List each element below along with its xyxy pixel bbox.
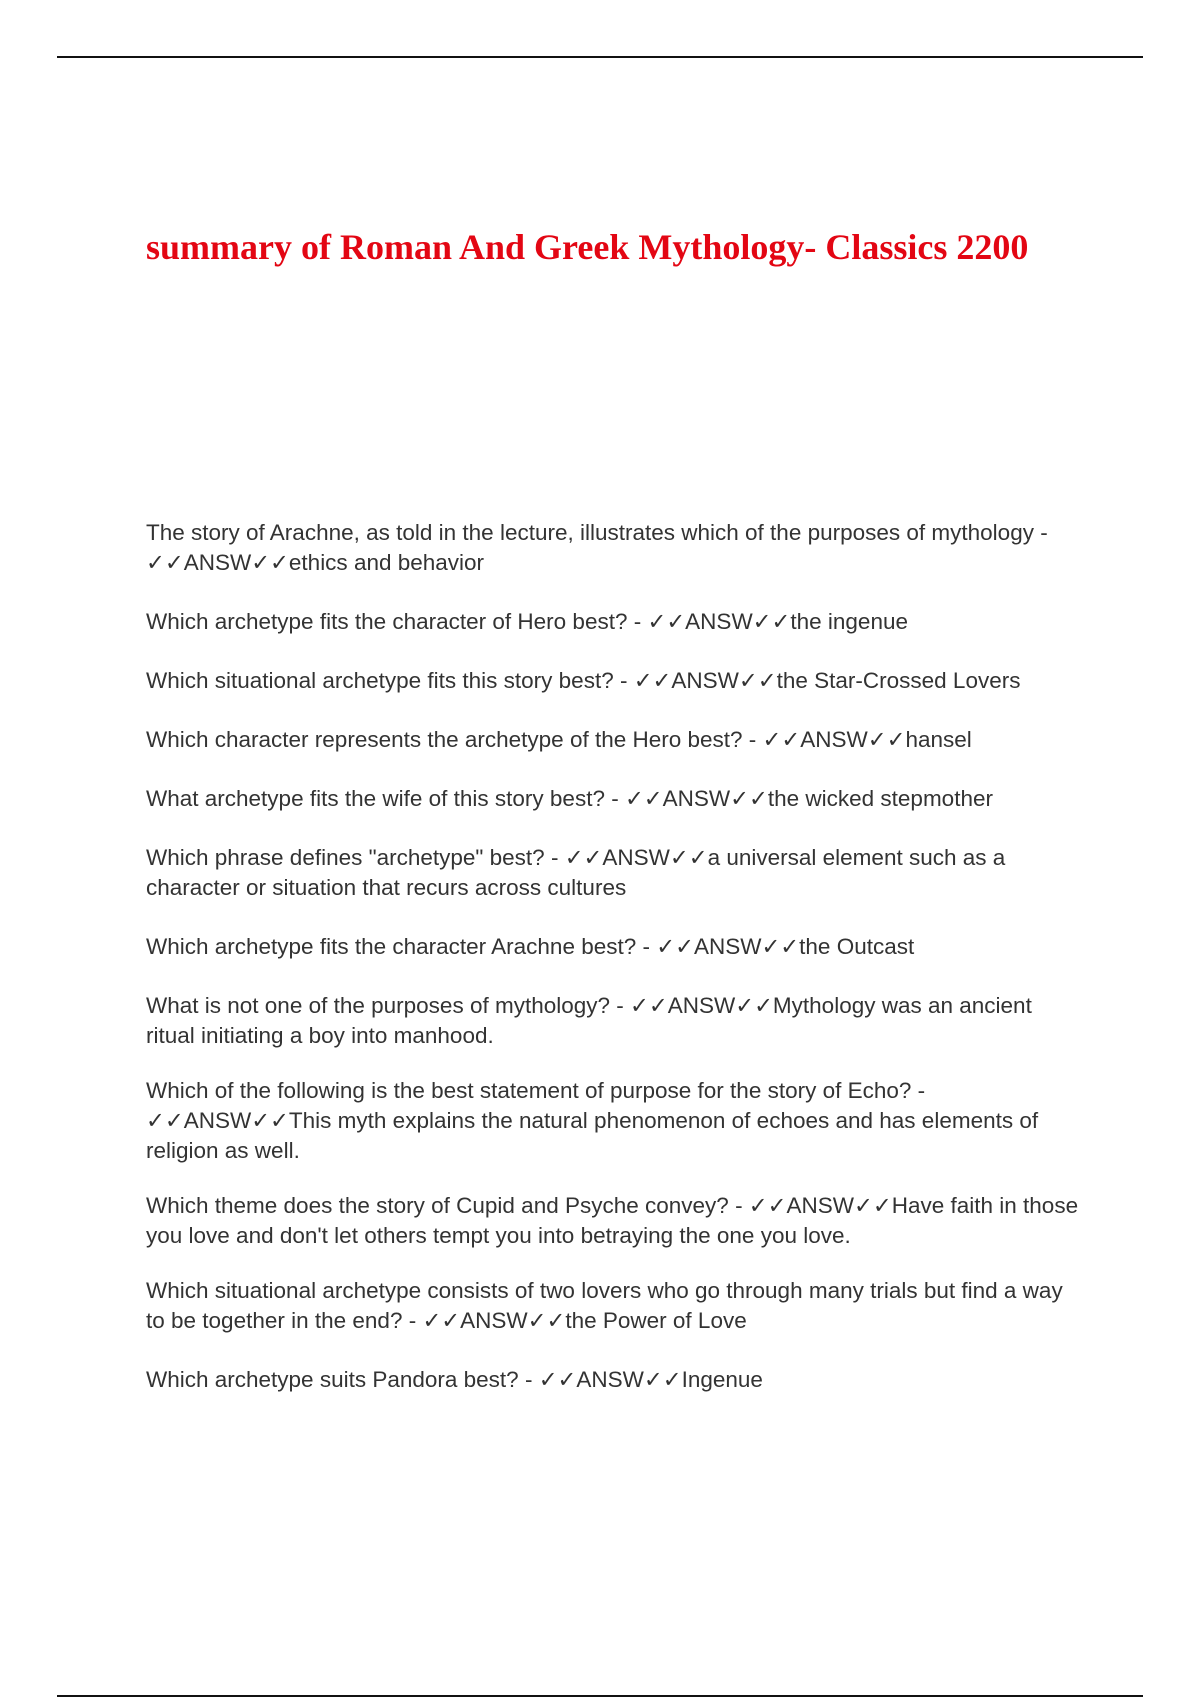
qa-item: Which archetype fits the character of Hero best? - ✓✓ANSW✓✓the ingenue [146, 609, 908, 634]
header-rule [57, 56, 1143, 58]
qa-item: Which theme does the story of Cupid and Psyche convey? - ✓✓ANSW✓✓Have faith in those you love and don't let others tempt you into betraying the one you love. [146, 1193, 1079, 1248]
qa-item: Which character represents the archetype of the Hero best? - ✓✓ANSW✓✓hansel [146, 727, 972, 752]
qa-item: Which of the following is the best statement of purpose for the story of Echo? - ✓✓ANSW✓✓This myth explains the natural phenomenon of echoes and has elements of religion as well. [146, 1078, 1039, 1163]
qa-item: What archetype fits the wife of this story best? - ✓✓ANSW✓✓the wicked stepmother [146, 786, 993, 811]
footer-rule [57, 1695, 1143, 1697]
qa-item: Which situational archetype fits this story best? - ✓✓ANSW✓✓the Star-Crossed Lovers [146, 668, 1021, 693]
qa-item: Which phrase defines "archetype" best? - ✓✓ANSW✓✓a universal element such as a character or situation that recurs across cultures [146, 845, 1006, 900]
qa-list [146, 518, 1086, 1424]
qa-item: The story of Arachne, as told in the lecture, illustrates which of the purposes of mythology - ✓✓ANSW✓✓ethics and behavior [146, 520, 1048, 575]
qa-item: Which archetype suits Pandora best? - ✓✓ANSW✓✓Ingenue [146, 1367, 763, 1392]
qa-item: Which archetype fits the character Arachne best? - ✓✓ANSW✓✓the Outcast [146, 934, 915, 959]
qa-item: What is not one of the purposes of mythology? - ✓✓ANSW✓✓Mythology was an ancient ritual initiating a boy into manhood. [146, 993, 1032, 1048]
document-title: summary of Roman And Greek Mythology- Classics 2200 [146, 227, 1029, 267]
qa-item: Which situational archetype consists of two lovers who go through many trials but find a way to be together in the end? - ✓✓ANSW✓✓the Power of Love [146, 1278, 1063, 1333]
